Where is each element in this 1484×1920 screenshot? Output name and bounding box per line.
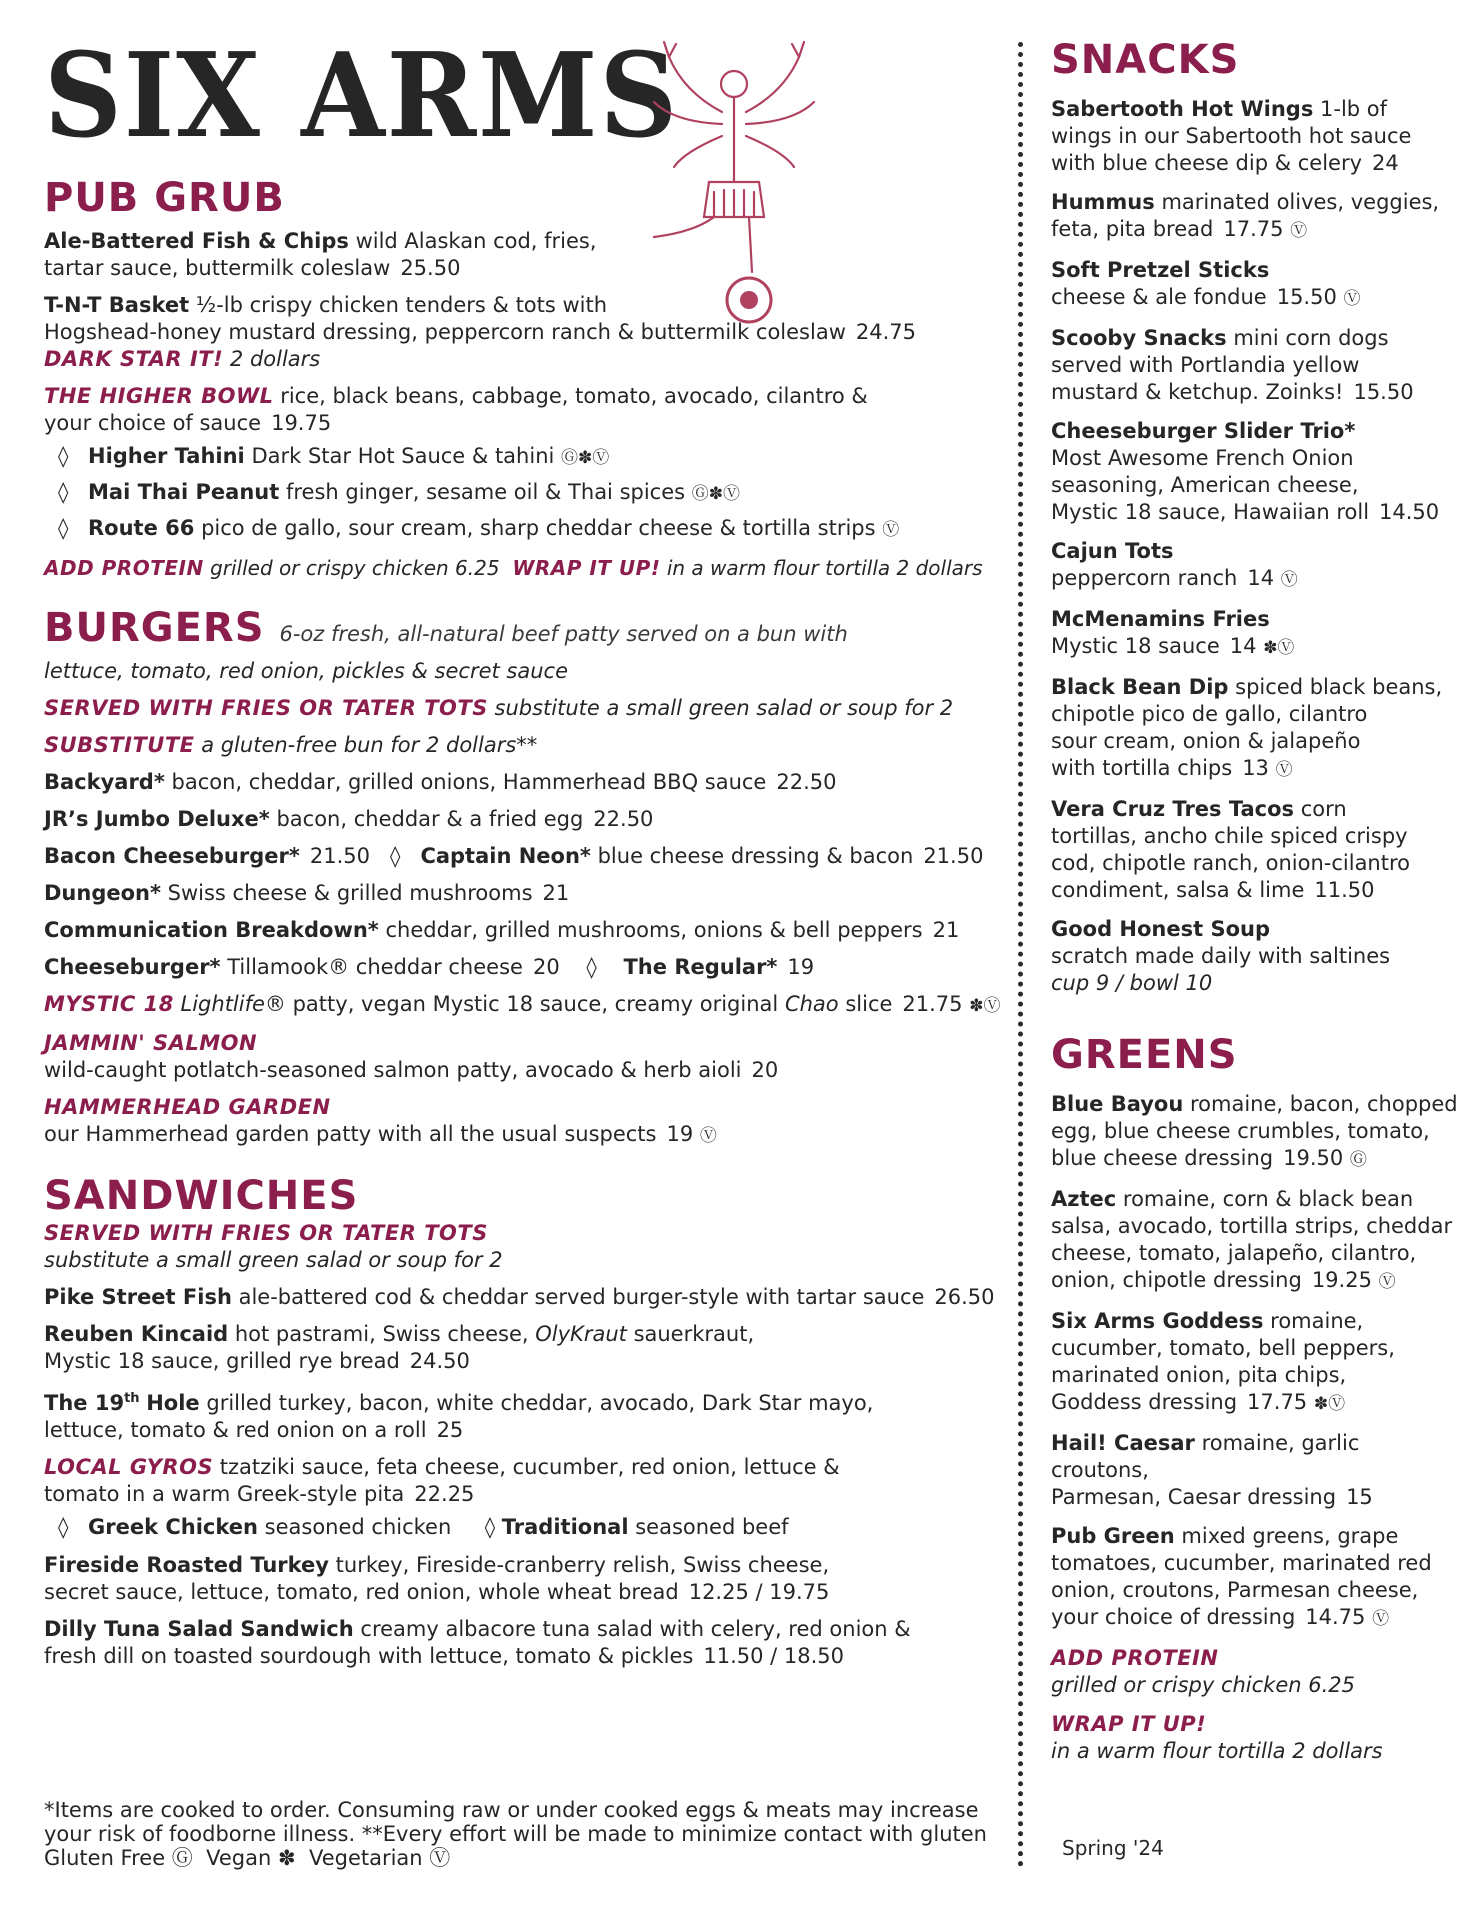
menu-item: Aztec romaine, corn & black bean salsa, avocado, tortilla strips, cheddar cheese, tomato, jalapeño, cilantro, onion, chipotle dressing 19.25 Ⓥ [1051,1187,1453,1292]
menu-item-soup: Good Honest Soup scratch made daily with saltines cup 9 / bowl 10 [1051,917,1391,995]
menu-item: Soft Pretzel Sticks cheese & ale fondue 15.50 Ⓥ [1051,258,1361,309]
menu-item: Cajun Tots peppercorn ranch 14 Ⓥ [1051,539,1298,590]
bowl-option: ◊ Route 66 pico de gallo, sour cream, sharp cheddar cheese & tortilla strips Ⓥ [58,516,900,540]
sandwiches-heading: SANDWICHES [44,1173,359,1219]
gyro-options: ◊ Greek Chicken seasoned chicken ◊ Traditional seasoned beef [58,1515,789,1539]
season-label: Spring '24 [1062,1836,1164,1860]
menu-item: Hail! Caesar romaine, garlic croutons, Parmesan, Caesar dressing 15 [1051,1431,1373,1509]
snack-list [1051,96,1461,904]
menu-item-backyard: Backyard* bacon, cheddar, grilled onions, Hammerhead BBQ sauce 22.50 [44,770,837,794]
menu-item: Blue Bayou romaine, bacon, chopped egg, blue cheese crumbles, tomato, blue cheese dressing 19.50 Ⓖ [1051,1092,1458,1170]
sandwiches-served-with: SERVED WITH FRIES OR TATER TOTS substitute a small green salad or soup for 2 [44,1221,503,1272]
menu-item-local-gyros: LOCAL GYROS tzatziki sauce, feta cheese, cucumber, red onion, lettuce & tomato in a warm Greek-style pita 22.25 [44,1455,840,1506]
logo: SIX ARMS [44,28,680,164]
menu-item-pike-street-fish: Pike Street Fish ale-battered cod & cheddar served burger-style with tartar sauce 26.50 [44,1285,995,1309]
menu-item: Vera Cruz Tres Tacos corn tortillas, ancho chile spiced crispy cod, chipotle ranch, onion-cilantro condiment, salsa & lime 11.50 [1051,797,1410,902]
pub-grub-heading: PUB GRUB [44,175,285,221]
menu-item-dilly-tuna: Dilly Tuna Salad Sandwich creamy albacore tuna salad with celery, red onion & fresh dill on toasted sourdough with lettuce, tomato & pickles 11.50 / 18.50 [44,1617,911,1668]
menu-item-jr-jumbo: JR’s Jumbo Deluxe* bacon, cheddar & a fried egg 22.50 [44,807,654,831]
menu-item-cheeseburger: Cheeseburger* Tillamook® cheddar cheese 20 ◊ The Regular* 19 [44,955,815,979]
menu-item-fireside-turkey: Fireside Roasted Turkey turkey, Fireside-cranberry relish, Swiss cheese, secret sauce, lettuce, tomato, red onion, whole wheat bread 12.25 / 19.75 [44,1553,830,1604]
greens-add-protein: ADD PROTEIN grilled or crispy chicken 6.25 [1051,1646,1355,1697]
menu-item: Scooby Snacks mini corn dogs served with Portlandia yellow mustard & ketchup. Zoinks! 15.50 [1051,326,1414,404]
menu-item: Black Bean Dip spiced black beans, chipotle pico de gallo, cilantro sour cream, onion & jalapeño with tortilla chips 13 Ⓥ [1051,675,1443,780]
menu-item-communication-breakdown: Communication Breakdown* cheddar, grilled mushrooms, onions & bell peppers 21 [44,918,960,942]
burgers-served-with: SERVED WITH FRIES OR TATER TOTS substitute a small green salad or soup for 2 [44,696,954,720]
menu-item: Six Arms Goddess romaine, cucumber, tomato, bell peppers, marinated onion, pita chips, Goddess dressing 17.75 ✽Ⓥ [1051,1309,1395,1414]
six-armed-dancer-illustration [614,32,854,332]
green-list [1051,1091,1461,1633]
greens-wrap: WRAP IT UP! in a warm flour tortilla 2 dollars [1051,1712,1383,1763]
burgers-intro: lettuce, tomato, red onion, pickles & secret sauce [44,659,568,683]
menu-item-hammerhead-garden: HAMMERHEAD GARDEN our Hammerhead garden patty with all the usual suspects 19 Ⓥ [44,1095,717,1146]
menu-item-bacon-cheeseburger: Bacon Cheeseburger* 21.50 ◊ Captain Neon* blue cheese dressing & bacon 21.50 [44,844,984,868]
bowl-option: ◊ Mai Thai Peanut fresh ginger, sesame oil & Thai spices Ⓖ✽Ⓥ [58,480,741,504]
menu-item-19th-hole: The 19th Hole grilled turkey, bacon, white cheddar, avocado, Dark Star mayo, lettuce, tomato & red onion on a roll 25 [44,1391,874,1442]
menu-item: Hummus marinated olives, veggies, feta, pita bread 17.75 Ⓥ [1051,190,1440,241]
bowl-option: ◊ Higher Tahini Dark Star Hot Sauce & tahini Ⓖ✽Ⓥ [58,444,610,468]
left-column [44,28,1004,1670]
menu-item-reuben-kincaid: Reuben Kincaid hot pastrami, Swiss cheese, OlyKraut sauerkraut, Mystic 18 sauce, grilled rye bread 24.50 [44,1322,755,1373]
greens-heading: GREENS [1051,1032,1238,1078]
menu-item: McMenamins Fries Mystic 18 sauce 14 ✽Ⓥ [1051,607,1295,658]
menu-item-fish-chips: Ale-Battered Fish & Chips wild Alaskan cod, fries, tartar sauce, buttermilk coleslaw 25.50 [44,229,597,280]
burgers-heading: BURGERS 6-oz fresh, all-natural beef patty served on a bun with [44,605,848,651]
menu-item-mystic-18: MYSTIC 18 Lightlife® patty, vegan Mystic 18 sauce, creamy original Chao slice 21.75 ✽Ⓥ [44,992,1001,1016]
menu-item: Pub Green mixed greens, grape tomatoes, cucumber, marinated red onion, croutons, Parmesan cheese, your choice of dressing 14.75 Ⓥ [1051,1524,1432,1629]
menu-item-jammin-salmon: JAMMIN' SALMON wild-caught potlatch-seasoned salmon patty, avocado & herb aioli 20 [44,1031,779,1082]
burgers-substitute: SUBSTITUTE a gluten-free bun for 2 dollars** [44,733,538,757]
menu-item-tnt-basket: T-N-T Basket ½-lb crispy chicken tenders & tots with Hogshead-honey mustard dressing, peppercorn ranch & buttermilk coleslaw 24.75 DARK STAR IT! 2 dollars [44,293,917,371]
menu-item: Sabertooth Hot Wings 1-lb of wings in our Sabertooth hot sauce with blue cheese dip & celery 24 [1051,97,1412,175]
menu-item-higher-bowl: THE HIGHER BOWL rice, black beans, cabbage, tomato, avocado, cilantro & your choice of sauce 19.75 [44,384,868,435]
footnote: *Items are cooked to order. Consuming raw or under cooked eggs & meats may increase your risk of foodborne illness. **Every effort will be made to minimize contact with gluten Gluten Free Ⓖ Vegan ✽ Vegetarian Ⓥ [44,1798,987,1870]
snacks-heading: SNACKS [1051,37,1240,83]
right-column [1051,36,1461,1765]
menu-item: Cheeseburger Slider Trio* Most Awesome French Onion seasoning, American cheese, Mystic 18 sauce, Hawaiian roll 14.50 [1051,419,1440,524]
column-divider [1018,42,1023,1868]
menu-item-dungeon: Dungeon* Swiss cheese & grilled mushrooms 21 [44,881,570,905]
pub-grub-addons: ADD PROTEIN grilled or crispy chicken 6.25 WRAP IT UP! in a warm flour tortilla 2 dollars [44,556,983,580]
